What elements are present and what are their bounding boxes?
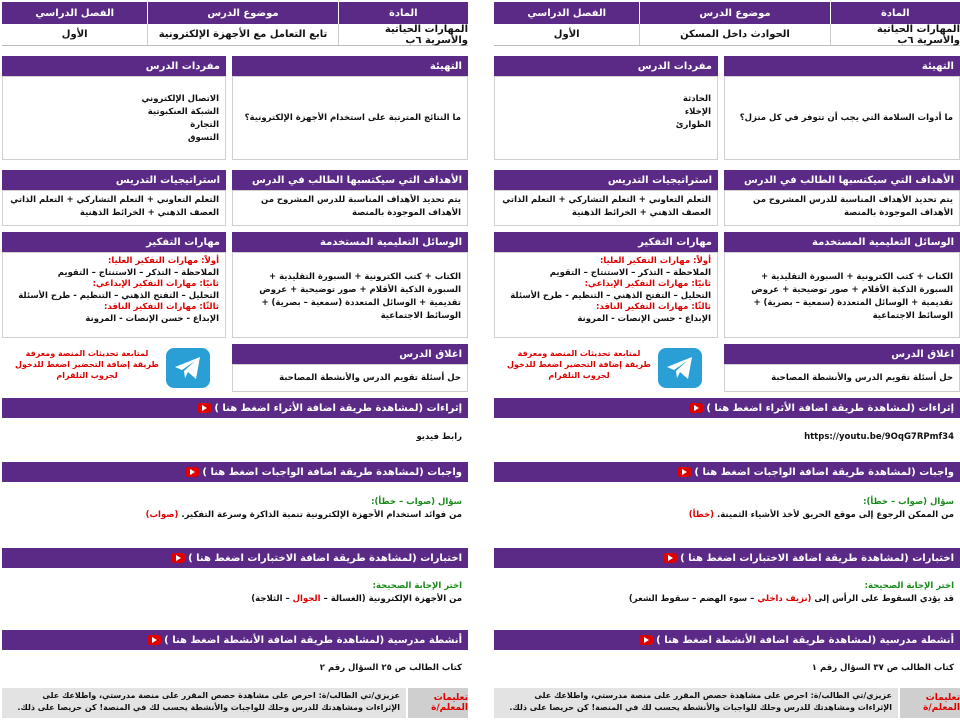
media-text: الكتاب + كتب الكترونية + السبورة التقليدية + السبورة الذكية الأقلام + صور توضيحية + عروض تقديمية + الوسائل المتعددة (سمعية – بصرية) + الوسائط الاجتماعية (259, 272, 461, 321)
vocab-item: الطوارئ (675, 120, 711, 130)
test-question-label: اختر الإجابة الصحيحة: (372, 581, 462, 591)
vocab-title: مفردات الدرس (2, 56, 226, 76)
value-row (2, 24, 468, 46)
subject-header: المادة (830, 2, 960, 24)
test-answer: الجوال (292, 594, 321, 604)
act-box (494, 650, 960, 686)
test-question: قد يؤدي السقوط على الرأس إلى (814, 594, 954, 604)
subject-value: المهارات الحياتية والأسرية ٦ب (338, 24, 468, 45)
term-value: الأول (61, 29, 88, 40)
vocab-box (2, 76, 226, 160)
hw-strip (2, 462, 468, 482)
hw-label: واجبات (427, 466, 462, 478)
enrich-text[interactable]: https://youtu.be/9OqG7RPmf34 (804, 431, 954, 442)
thinking-title: مهارات التفكير (2, 232, 226, 252)
vocab-item: التسوق (187, 133, 219, 143)
youtube-icon[interactable] (171, 553, 185, 563)
goals-box (724, 190, 960, 226)
hw-question-label: سؤال (صواب – خطأ): (371, 497, 462, 507)
hw-strip (494, 462, 960, 482)
thinking-l2: التحليل – التفتح الذهني – التنظيم - طرح الأسئلة (18, 290, 219, 301)
vocab-item: التجارة (190, 120, 219, 130)
youtube-icon[interactable] (147, 635, 161, 645)
thinking-l1: الملاحظة – التذكر – الاستنتاج – التقويم (549, 267, 711, 278)
media-text: الكتاب + كتب الكترونية + السبورة التقليدية + السبورة الذكية الأقلام + صور توضيحية + عروض تقديمية + الوسائل المتعددة (سمعية – بصرية) + الوسائط الاجتماعية (751, 272, 953, 321)
youtube-icon[interactable] (677, 467, 691, 477)
test-strip (2, 548, 468, 568)
topic-header: موضوع الدرس (639, 2, 829, 24)
warmup-box (724, 76, 960, 160)
hw-box (2, 482, 468, 542)
act-label: أنشطة مدرسية (387, 634, 462, 646)
telegram-icon[interactable] (166, 348, 210, 388)
telegram-icon[interactable] (658, 348, 702, 388)
subject-header: المادة (338, 2, 468, 24)
media-box (232, 252, 468, 338)
enrich-link[interactable]: (لمشاهدة طريقة اضافة الأثراء اضغط هنا ) (214, 402, 424, 414)
test-question: من الأجهزة الإلكترونية (الغسالة – (323, 594, 462, 604)
youtube-icon[interactable] (689, 403, 703, 413)
value-row (494, 24, 960, 46)
test-strip (494, 548, 960, 568)
telegram-text[interactable]: لمتابعة تحديثات المنصة ومعرفة طريقة إضافة التحضير اضغط للدخول لجروب التلقرام (507, 349, 651, 380)
youtube-icon[interactable] (663, 553, 677, 563)
telegram-text[interactable]: لمتابعة تحديثات المنصة ومعرفة طريقة إضافة التحضير اضغط للدخول لجروب التلقرام (15, 349, 159, 380)
topic-value: تابع التعامل مع الأجهزة الإلكترونية (147, 24, 337, 45)
enrich-box (2, 418, 468, 456)
test-link[interactable]: (لمشاهدة طريقة اضافة الاختبارات اضغط هنا ) (188, 552, 417, 564)
test-answer: (نزيف داخلي (757, 594, 812, 604)
test-box (2, 568, 468, 626)
test-box (494, 568, 960, 626)
strategies-text: التعلم التعاوني + التعلم التشاركي + التعلم الذاتي العصف الذهني + الخرائط الذهنية (502, 195, 711, 218)
vocab-list (9, 93, 219, 145)
hw-link[interactable]: (لمشاهدة طريقة اضافة الواجبات اضغط هنا ) (202, 466, 424, 478)
topic-value: الحوادث داخل المسكن (639, 24, 829, 45)
closing-title: اغلاق الدرس (232, 344, 468, 364)
header-row (494, 2, 960, 24)
test-rest: – سوء الهضم – سقوط الشعر) (628, 594, 755, 604)
teacher-label: تعليمات المعلم/ة (408, 688, 468, 718)
hw-question-label: سؤال (صواب – خطأ): (863, 497, 954, 507)
act-link[interactable]: (لمشاهدة طريقة اضافة الأنشطة اضغط هنا ) (164, 634, 385, 646)
vocab-item: الشبكة العنكبوتية (147, 107, 219, 117)
vocab-item: الحادثة (682, 94, 711, 104)
thinking-h2: ثانيًا: مهارات التفكير الإبداعي: (584, 279, 711, 289)
enrich-text[interactable]: رابط فيديو (416, 431, 462, 442)
vocab-list (501, 93, 711, 132)
thinking-h3: ثالثًا: مهارات التفكير الناقد: (596, 302, 711, 312)
strategies-title: استراتيجيات التدريس (2, 170, 226, 190)
vocab-item: الإخلاء (684, 107, 711, 117)
thinking-h3: ثالثًا: مهارات التفكير الناقد: (104, 302, 219, 312)
hw-question: من فوائد استخدام الأجهزة الإلكترونية تنمية الذاكرة وسرعة التفكير. (181, 510, 462, 520)
media-title: الوسائل التعليمية المستخدمة (232, 232, 468, 252)
enrich-label: إثراءات (426, 402, 462, 414)
test-rest: – الثلاجة) (251, 594, 290, 604)
warmup-box (232, 76, 468, 160)
hw-question: من الممكن الرجوع إلى موقع الحريق لأخذ الأشياء الثمينة. (717, 510, 954, 520)
strategies-title: استراتيجيات التدريس (494, 170, 718, 190)
vocab-item: الاتصال الإلكتروني (141, 94, 219, 104)
lesson-page-2 (2, 0, 468, 720)
youtube-icon[interactable] (197, 403, 211, 413)
header-row (2, 2, 468, 24)
enrich-link[interactable]: (لمشاهدة طريقة اضافة الأثراء اضغط هنا ) (706, 402, 916, 414)
thinking-box (2, 252, 226, 338)
goals-box (232, 190, 468, 226)
warmup-title: التهيئة (232, 56, 468, 76)
test-question-label: اختر الإجابة الصحيحة: (864, 581, 954, 591)
test-link[interactable]: (لمشاهدة طريقة اضافة الاختبارات اضغط هنا ) (680, 552, 909, 564)
hw-link[interactable]: (لمشاهدة طريقة اضافة الواجبات اضغط هنا ) (694, 466, 916, 478)
subject-value: المهارات الحياتية والأسرية ٦ب (830, 24, 960, 45)
thinking-h2: ثانيًا: مهارات التفكير الإبداعي: (92, 279, 219, 289)
warmup-title: التهيئة (724, 56, 960, 76)
test-label: اختبارات (912, 552, 954, 564)
closing-text: حل أسئلة تقويم الدرس والأنشطة المصاحبة (279, 372, 461, 383)
act-text: كتاب الطالب ص ٢٥ السؤال رقم ٢ (319, 662, 462, 673)
thinking-l3: الإبداع - حسن الإنصات - المرونة (577, 313, 711, 324)
thinking-title: مهارات التفكير (494, 232, 718, 252)
warmup-text: ما أدوات السلامة التي يجب أن تتوفر في كل منزل؟ (739, 112, 953, 123)
strategies-text: التعلم التعاوني + التعلم التشاركي + التعلم الذاتي العصف الذهني + الخرائط الذهنية (10, 195, 219, 218)
hw-label: واجبات (919, 466, 954, 478)
act-strip (494, 630, 960, 650)
hw-answer: (خطأ) (688, 510, 715, 520)
act-box (2, 650, 468, 686)
enrich-strip (494, 398, 960, 418)
term-header: الفصل الدراسي (35, 7, 115, 19)
youtube-icon[interactable] (639, 635, 653, 645)
closing-title: اغلاق الدرس (724, 344, 960, 364)
teacher-label: تعليمات المعلم/ة (900, 688, 960, 718)
lesson-page-1 (494, 0, 960, 720)
goals-title: الأهداف التي سيكتسبها الطالب في الدرس (232, 170, 468, 190)
thinking-box (494, 252, 718, 338)
telegram-promo[interactable] (2, 344, 226, 392)
closing-box (232, 364, 468, 392)
enrich-box (494, 418, 960, 456)
thinking-h1: أولاً: مهارات التفكير العليا: (599, 256, 711, 266)
teacher-text: عزيزي/تي الطالب/ة: احرص على مشاهدة حصص المقرر على منصة مدرستي، واطلاعك على الإثراءات ومشاهدتك للدرس وحلك للواجبات والأنشطة يحسب لك في المنصة! كن حريصا على ذلك. (2, 688, 406, 718)
test-label: اختبارات (420, 552, 462, 564)
vocab-box (494, 76, 718, 160)
act-link[interactable]: (لمشاهدة طريقة اضافة الأنشطة اضغط هنا ) (656, 634, 877, 646)
act-strip (2, 630, 468, 650)
goals-text: يتم تحديد الأهداف المناسبة للدرس المشروح من الأهداف الموجودة بالمنصة (753, 195, 953, 218)
youtube-icon[interactable] (185, 467, 199, 477)
media-box (724, 252, 960, 338)
enrich-label: إثراءات (918, 402, 954, 414)
media-title: الوسائل التعليمية المستخدمة (724, 232, 960, 252)
hw-box (494, 482, 960, 542)
teacher-text: عزيزي/تي الطالب/ة: احرص على مشاهدة حصص المقرر على منصة مدرستي، واطلاعك على الإثراءات ومشاهدتك للدرس وحلك للواجبات والأنشطة يحسب لك في المنصة! كن حريصا على ذلك. (494, 688, 898, 718)
goals-title: الأهداف التي سيكتسبها الطالب في الدرس (724, 170, 960, 190)
term-header: الفصل الدراسي (527, 7, 607, 19)
thinking-h1: أولاً: مهارات التفكير العليا: (107, 256, 219, 266)
act-text: كتاب الطالب ص ٣٧ السؤال رقم ١ (811, 662, 954, 673)
closing-text: حل أسئلة تقويم الدرس والأنشطة المصاحبة (771, 372, 953, 383)
topic-header: موضوع الدرس (147, 2, 337, 24)
strategies-box (494, 190, 718, 226)
warmup-text: ما النتائج المترتبة على استخدام الأجهزة الإلكترونية؟ (244, 112, 461, 123)
goals-text: يتم تحديد الأهداف المناسبة للدرس المشروح من الأهداف الموجودة بالمنصة (261, 195, 461, 218)
strategies-box (2, 190, 226, 226)
thinking-l3: الإبداع - حسن الإنصات - المرونة (85, 313, 219, 324)
act-label: أنشطة مدرسية (879, 634, 954, 646)
vocab-title: مفردات الدرس (494, 56, 718, 76)
telegram-promo[interactable] (494, 344, 718, 392)
closing-box (724, 364, 960, 392)
hw-answer: (صواب) (145, 510, 179, 520)
thinking-l1: الملاحظة – التذكر – الاستنتاج – التقويم (57, 267, 219, 278)
thinking-l2: التحليل – التفتح الذهني – التنظيم - طرح الأسئلة (510, 290, 711, 301)
term-value: الأول (553, 29, 580, 40)
enrich-strip (2, 398, 468, 418)
